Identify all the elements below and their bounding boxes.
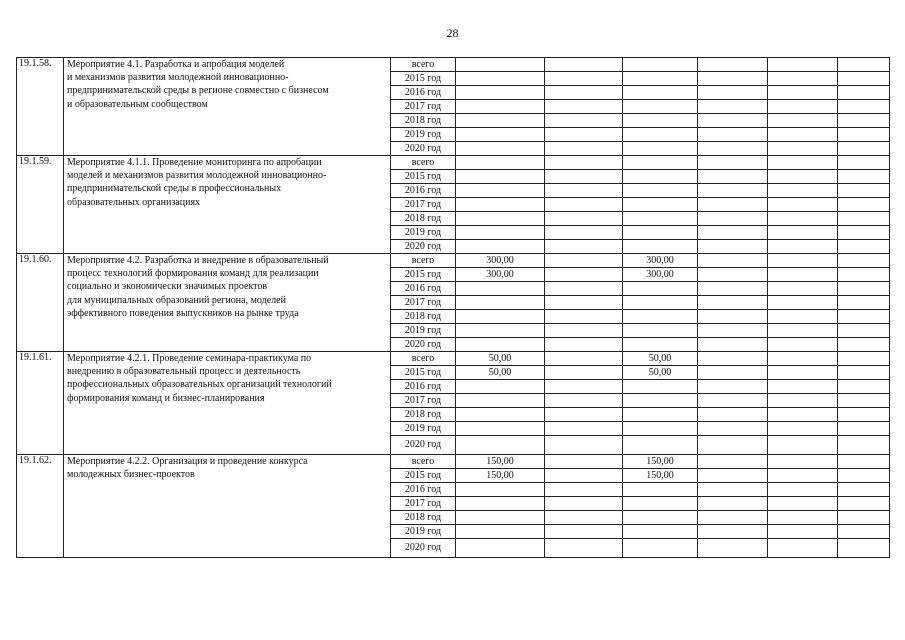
amount-cell [768, 142, 838, 156]
amount-total [456, 142, 545, 156]
amount-cell [838, 100, 890, 114]
amount-cell [545, 324, 623, 338]
amount-total [456, 338, 545, 352]
amount-cell [838, 156, 890, 170]
amount-cell [698, 352, 768, 366]
amount-cell [838, 184, 890, 198]
amount-cell [545, 497, 623, 511]
amount-cell [545, 352, 623, 366]
item-code: 19.1.59. [17, 156, 64, 254]
amount-cell [838, 310, 890, 324]
page-number: 28 [446, 26, 459, 40]
amount-cell [545, 212, 623, 226]
amount-cell [698, 128, 768, 142]
period-label: 2018 год [391, 511, 456, 525]
amount-source [623, 408, 698, 422]
program-table [16, 57, 890, 558]
amount-cell [698, 212, 768, 226]
period-label: 2016 год [391, 86, 456, 100]
amount-total [456, 184, 545, 198]
period-label: 2019 год [391, 324, 456, 338]
amount-cell [698, 511, 768, 525]
amount-cell [838, 58, 890, 72]
amount-cell [698, 469, 768, 483]
amount-cell [768, 128, 838, 142]
period-label: всего [391, 58, 456, 72]
amount-total [456, 114, 545, 128]
amount-total [456, 282, 545, 296]
amount-total [456, 198, 545, 212]
amount-source [623, 380, 698, 394]
period-label: 2017 год [391, 497, 456, 511]
period-label: всего [391, 352, 456, 366]
amount-cell [698, 142, 768, 156]
amount-cell [768, 86, 838, 100]
amount-source: 150,00 [623, 455, 698, 469]
period-label: 2017 год [391, 100, 456, 114]
period-label: 2016 год [391, 483, 456, 497]
period-label: 2016 год [391, 380, 456, 394]
amount-cell [698, 394, 768, 408]
amount-source [623, 128, 698, 142]
amount-source [623, 226, 698, 240]
amount-cell [838, 380, 890, 394]
amount-cell [768, 539, 838, 558]
amount-cell [768, 469, 838, 483]
amount-cell [545, 114, 623, 128]
item-description: Мероприятие 4.2.1. Проведение семинара-практикума по внедрению в образовательный процесс и деятельность профессиональных образовательных организаций технологий формирования команд и бизнес-планирования [64, 352, 391, 455]
amount-source: 50,00 [623, 352, 698, 366]
amount-cell [768, 483, 838, 497]
amount-source: 150,00 [623, 469, 698, 483]
amount-source: 300,00 [623, 254, 698, 268]
amount-total [456, 226, 545, 240]
amount-cell [698, 525, 768, 539]
period-label: 2020 год [391, 142, 456, 156]
amount-cell [698, 268, 768, 282]
amount-cell [698, 184, 768, 198]
amount-source [623, 198, 698, 212]
amount-cell [838, 86, 890, 100]
period-label: 2018 год [391, 114, 456, 128]
amount-cell [698, 483, 768, 497]
amount-cell [545, 184, 623, 198]
amount-cell [838, 282, 890, 296]
amount-cell [768, 58, 838, 72]
item-code: 19.1.58. [17, 58, 64, 156]
amount-cell [768, 422, 838, 436]
amount-cell [838, 226, 890, 240]
item-description: Мероприятие 4.1. Разработка и апробация моделей и механизмов развития молодежной инновационно- предпринимательской среды в регионе совместно с бизнесом и образовательным сообществом [64, 58, 391, 156]
amount-source [623, 142, 698, 156]
period-label: 2015 год [391, 366, 456, 380]
period-label: 2018 год [391, 408, 456, 422]
amount-source [623, 394, 698, 408]
table-row [17, 352, 890, 366]
amount-source [623, 170, 698, 184]
item-description: Мероприятие 4.1.1. Проведение мониторинга по апробации моделей и механизмов развития молодежной инновационно- предпринимательской среды в профессиональных образовательных организациях [64, 156, 391, 254]
amount-source [623, 72, 698, 86]
amount-cell [768, 198, 838, 212]
period-label: 2015 год [391, 268, 456, 282]
amount-source [623, 86, 698, 100]
amount-cell [838, 170, 890, 184]
amount-source [623, 539, 698, 558]
amount-cell [768, 394, 838, 408]
amount-cell [545, 455, 623, 469]
amount-cell [698, 72, 768, 86]
period-label: 2019 год [391, 525, 456, 539]
amount-source [623, 156, 698, 170]
amount-cell [768, 436, 838, 455]
amount-cell [838, 72, 890, 86]
amount-cell [698, 86, 768, 100]
amount-source [623, 422, 698, 436]
amount-cell [545, 72, 623, 86]
amount-cell [838, 254, 890, 268]
amount-source [623, 310, 698, 324]
amount-cell [698, 226, 768, 240]
period-label: всего [391, 455, 456, 469]
amount-cell [838, 338, 890, 352]
amount-total [456, 128, 545, 142]
amount-source [623, 282, 698, 296]
amount-cell [698, 296, 768, 310]
amount-cell [838, 296, 890, 310]
item-description: Мероприятие 4.2.2. Организация и проведение конкурса молодежных бизнес-проектов [64, 455, 391, 558]
amount-total [456, 86, 545, 100]
amount-total [456, 539, 545, 558]
amount-cell [545, 268, 623, 282]
item-code: 19.1.62. [17, 455, 64, 558]
amount-cell [545, 58, 623, 72]
amount-cell [698, 310, 768, 324]
period-label: 2017 год [391, 296, 456, 310]
amount-cell [698, 539, 768, 558]
amount-cell [768, 525, 838, 539]
amount-source [623, 525, 698, 539]
amount-cell [768, 240, 838, 254]
amount-cell [545, 86, 623, 100]
amount-cell [698, 198, 768, 212]
amount-cell [545, 539, 623, 558]
amount-cell [838, 511, 890, 525]
amount-cell [768, 114, 838, 128]
amount-cell [698, 58, 768, 72]
amount-cell [838, 324, 890, 338]
period-label: 2018 год [391, 212, 456, 226]
amount-cell [698, 240, 768, 254]
table-body [17, 58, 890, 558]
amount-cell [838, 455, 890, 469]
amount-total [456, 497, 545, 511]
period-label: 2015 год [391, 72, 456, 86]
amount-source [623, 296, 698, 310]
amount-cell [545, 366, 623, 380]
amount-cell [838, 352, 890, 366]
period-label: всего [391, 156, 456, 170]
amount-source [623, 436, 698, 455]
amount-total: 300,00 [456, 268, 545, 282]
period-label: 2017 год [391, 198, 456, 212]
amount-cell [545, 282, 623, 296]
amount-total [456, 240, 545, 254]
amount-cell [698, 436, 768, 455]
period-label: 2018 год [391, 310, 456, 324]
amount-cell [768, 296, 838, 310]
amount-cell [838, 539, 890, 558]
amount-total: 50,00 [456, 366, 545, 380]
amount-cell [698, 282, 768, 296]
amount-total: 50,00 [456, 352, 545, 366]
amount-cell [545, 394, 623, 408]
amount-cell [768, 380, 838, 394]
amount-total: 300,00 [456, 254, 545, 268]
amount-source: 50,00 [623, 366, 698, 380]
amount-cell [545, 511, 623, 525]
amount-cell [698, 408, 768, 422]
amount-source [623, 100, 698, 114]
amount-cell [768, 511, 838, 525]
amount-cell [698, 170, 768, 184]
amount-cell [838, 114, 890, 128]
amount-cell [838, 525, 890, 539]
item-code: 19.1.60. [17, 254, 64, 352]
amount-total [456, 170, 545, 184]
period-label: 2019 год [391, 226, 456, 240]
amount-cell [545, 142, 623, 156]
amount-total [456, 100, 545, 114]
amount-cell [768, 310, 838, 324]
amount-total: 150,00 [456, 455, 545, 469]
amount-cell [698, 338, 768, 352]
amount-total [456, 408, 545, 422]
table-row [17, 455, 890, 469]
amount-total [456, 525, 545, 539]
amount-source [623, 114, 698, 128]
amount-cell [545, 170, 623, 184]
amount-total [456, 58, 545, 72]
period-label: 2015 год [391, 469, 456, 483]
period-label: 2016 год [391, 184, 456, 198]
amount-source [623, 212, 698, 226]
amount-cell [768, 352, 838, 366]
amount-cell [838, 198, 890, 212]
amount-cell [768, 100, 838, 114]
period-label: 2015 год [391, 170, 456, 184]
table-row [17, 58, 890, 72]
amount-cell [768, 156, 838, 170]
period-label: всего [391, 254, 456, 268]
amount-cell [698, 380, 768, 394]
amount-cell [768, 282, 838, 296]
amount-total [456, 394, 545, 408]
amount-source: 300,00 [623, 268, 698, 282]
amount-cell [698, 324, 768, 338]
amount-total: 150,00 [456, 469, 545, 483]
amount-total [456, 422, 545, 436]
amount-cell [545, 156, 623, 170]
amount-cell [698, 114, 768, 128]
amount-cell [545, 338, 623, 352]
period-label: 2019 год [391, 422, 456, 436]
period-label: 2016 год [391, 282, 456, 296]
amount-cell [545, 525, 623, 539]
period-label: 2019 год [391, 128, 456, 142]
amount-cell [768, 268, 838, 282]
amount-cell [698, 366, 768, 380]
amount-cell [545, 100, 623, 114]
amount-total [456, 483, 545, 497]
period-label: 2020 год [391, 539, 456, 558]
amount-cell [545, 436, 623, 455]
amount-cell [698, 422, 768, 436]
amount-cell [698, 455, 768, 469]
amount-cell [838, 483, 890, 497]
amount-cell [545, 226, 623, 240]
amount-cell [768, 226, 838, 240]
amount-cell [545, 469, 623, 483]
table-row [17, 254, 890, 268]
amount-source [623, 483, 698, 497]
amount-source [623, 511, 698, 525]
amount-total [456, 212, 545, 226]
amount-source [623, 184, 698, 198]
period-label: 2017 год [391, 394, 456, 408]
amount-source [623, 338, 698, 352]
amount-cell [768, 184, 838, 198]
amount-cell [545, 380, 623, 394]
amount-cell [768, 408, 838, 422]
amount-cell [768, 455, 838, 469]
amount-cell [768, 366, 838, 380]
amount-cell [768, 324, 838, 338]
amount-cell [838, 422, 890, 436]
amount-total [456, 156, 545, 170]
period-label: 2020 год [391, 338, 456, 352]
amount-total [456, 72, 545, 86]
amount-cell [545, 128, 623, 142]
amount-cell [545, 198, 623, 212]
amount-cell [838, 394, 890, 408]
amount-cell [698, 156, 768, 170]
period-label: 2020 год [391, 240, 456, 254]
amount-cell [545, 408, 623, 422]
amount-cell [838, 268, 890, 282]
amount-source [623, 240, 698, 254]
amount-source [623, 324, 698, 338]
amount-cell [838, 408, 890, 422]
amount-total [456, 511, 545, 525]
amount-cell [838, 212, 890, 226]
amount-cell [838, 142, 890, 156]
amount-source [623, 497, 698, 511]
amount-cell [838, 469, 890, 483]
item-description: Мероприятие 4.2. Разработка и внедрение в образовательный процесс технологий формирования команд для реализации социально и экономически значимых проектов для муниципальных образований региона, моделей эффективного поведения выпускников на рынке труда [64, 254, 391, 352]
amount-cell [838, 366, 890, 380]
amount-cell [838, 240, 890, 254]
amount-cell [698, 497, 768, 511]
amount-cell [545, 240, 623, 254]
amount-cell [545, 310, 623, 324]
amount-cell [838, 497, 890, 511]
amount-total [456, 380, 545, 394]
amount-cell [768, 212, 838, 226]
amount-cell [545, 422, 623, 436]
amount-cell [545, 254, 623, 268]
amount-cell [768, 338, 838, 352]
amount-cell [768, 254, 838, 268]
table-row [17, 156, 890, 170]
item-code: 19.1.61. [17, 352, 64, 455]
amount-total [456, 296, 545, 310]
amount-cell [838, 128, 890, 142]
amount-cell [768, 170, 838, 184]
amount-cell [768, 72, 838, 86]
amount-cell [545, 483, 623, 497]
amount-cell [545, 296, 623, 310]
amount-cell [698, 100, 768, 114]
period-label: 2020 год [391, 436, 456, 455]
amount-cell [838, 436, 890, 455]
amount-total [456, 310, 545, 324]
amount-cell [768, 497, 838, 511]
amount-total [456, 436, 545, 455]
amount-source [623, 58, 698, 72]
amount-total [456, 324, 545, 338]
amount-cell [698, 254, 768, 268]
